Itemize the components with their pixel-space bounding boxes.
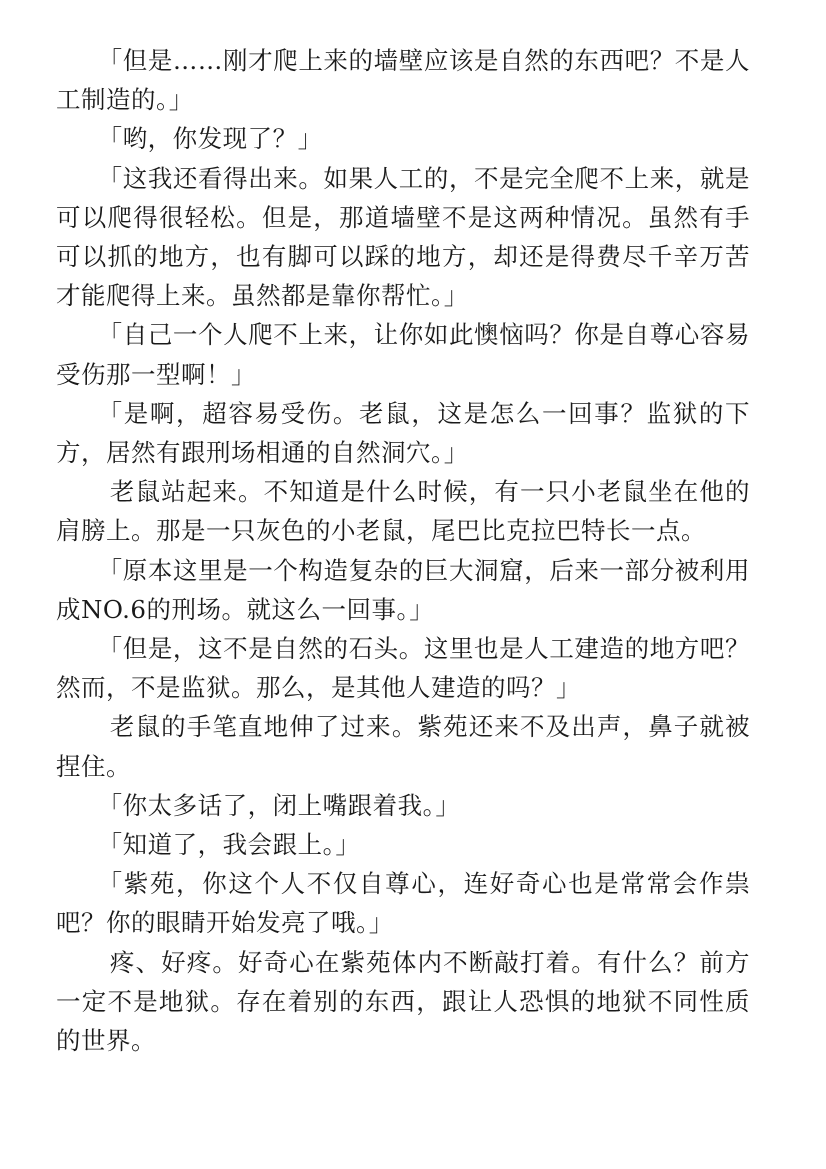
paragraph-dialogue: 「但是，这不是自然的石头。这里也是人工建造的地方吧？然而，不是监狱。那么，是其他人建造的吗？」 xyxy=(56,634,750,703)
paragraph-narration: 老鼠的手笔直地伸了过来。紫苑还来不及出声，鼻子就被捏住。 xyxy=(56,712,750,781)
paragraph-dialogue: 「哟，你发现了？」 xyxy=(97,124,323,154)
paragraph-dialogue: 「你太多话了，闭上嘴跟着我。」 xyxy=(97,790,461,820)
paragraph-dialogue: 「知道了，我会跟上。」 xyxy=(97,830,361,860)
paragraph-narration: 疼、好疼。好奇心在紫苑体内不断敲打着。有什么？前方一定不是地狱。存在着别的东西，跟让人恐惧的地狱不同性质的世界。 xyxy=(56,947,750,1056)
paragraph-narration: 老鼠站起来。不知道是什么时候，有一只小老鼠坐在他的肩膀上。那是一只灰色的小老鼠，尾巴比克拉巴特长一点。 xyxy=(56,477,750,546)
paragraph-dialogue: 「是啊，超容易受伤。老鼠，这是怎么一回事？监狱的下方，居然有跟刑场相通的自然洞穴。」 xyxy=(56,398,750,468)
paragraph-dialogue: 「自己一个人爬不上来，让你如此懊恼吗？你是自尊心容易受伤那一型啊！」 xyxy=(56,320,750,389)
page-body xyxy=(56,41,750,1060)
paragraph-dialogue: 「这我还看得出来。如果人工的，不是完全爬不上来，就是可以爬得很轻松。但是，那道墙壁不是这两种情况。虽然有手可以抓的地方，也有脚可以踩的地方，却还是得费尽千辛万苦才能爬得上来。虽然都是靠你帮忙。」 xyxy=(56,163,750,311)
paragraph-dialogue: 「原本这里是一个构造复杂的巨大洞窟，后来一部分被利用成NO.6的刑场。就这么一回事。」 xyxy=(56,555,750,624)
paragraph-dialogue: 「但是……刚才爬上来的墙壁应该是自然的东西吧？不是人工制造的。」 xyxy=(56,46,750,115)
paragraph-dialogue: 「紫苑，你这个人不仅自尊心，连好奇心也是常常会作祟吧？你的眼睛开始发亮了哦。」 xyxy=(56,869,750,938)
